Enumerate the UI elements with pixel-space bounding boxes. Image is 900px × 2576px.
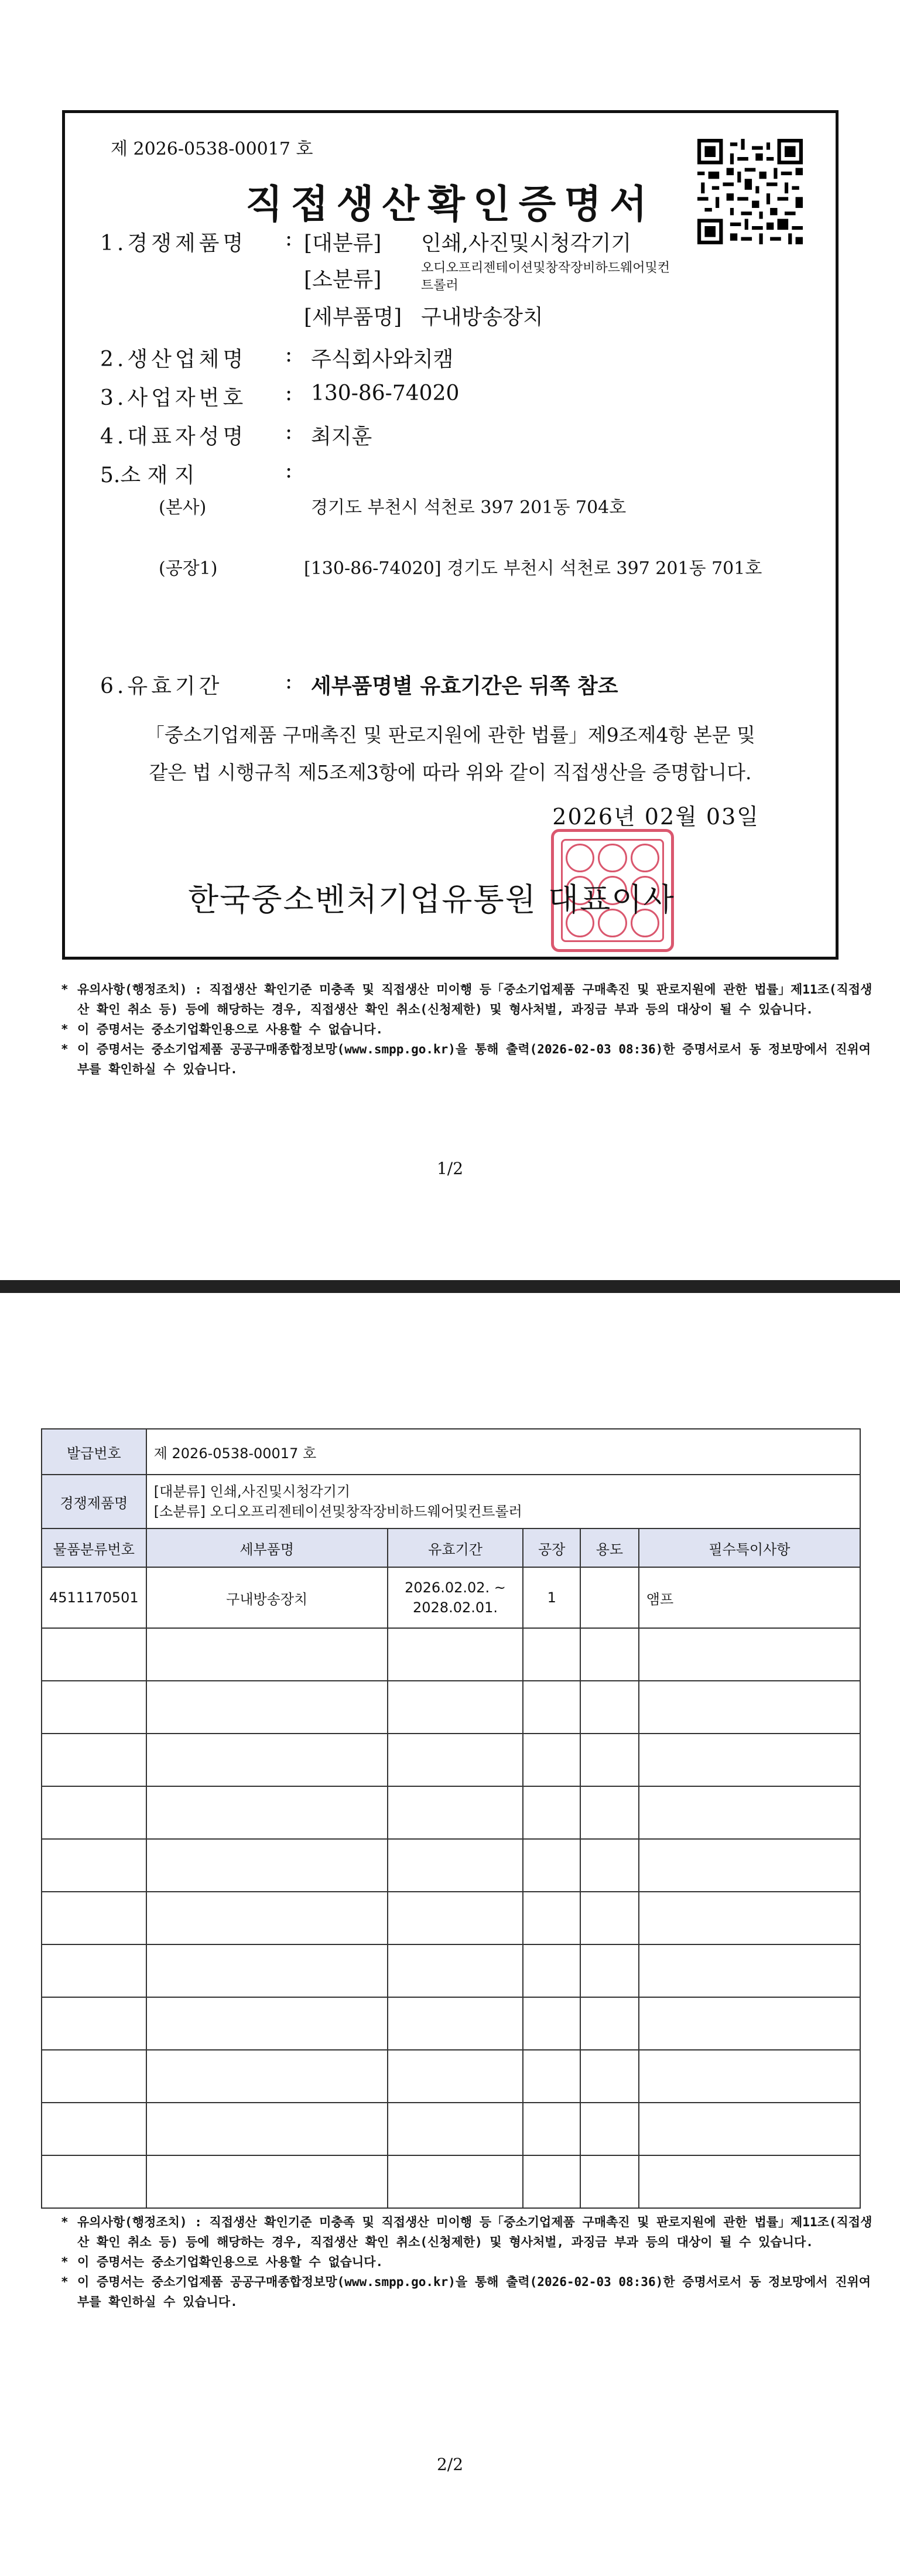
note-item: * 이 증명서는 중소기업확인용으로 사용할 수 없습니다. bbox=[61, 1019, 875, 1039]
certificate-frame bbox=[62, 110, 839, 960]
period-end: 2028.02.01. bbox=[412, 1599, 498, 1616]
header-cell: 세부품명 bbox=[146, 1528, 388, 1567]
page-number-1: 1/2 bbox=[436, 1159, 464, 1178]
table-row-empty bbox=[42, 1997, 860, 2050]
table-row bbox=[42, 1567, 860, 1628]
colon: : bbox=[285, 670, 293, 694]
issue-no-label: 발급번호 bbox=[42, 1429, 146, 1475]
product-major: [대분류] 인쇄,사진및시청각기기 bbox=[153, 1483, 351, 1500]
cell-name: 구내방송장치 bbox=[146, 1567, 388, 1628]
notes-page-2 bbox=[61, 2212, 875, 2312]
cell-note: 앰프 bbox=[639, 1567, 860, 1628]
note-item: * 유의사항(행정조치) : 직접생산 확인기준 미충족 및 직접생산 미이행 등「중소기업제품 구매촉진 및 판로지원에 관한 법률」제11조(직접생산 확인 취소 등) 등에 해당하는 경우, 직접생산 확인 취소(신청제한) 및 형사처벌, 과징금 부과 등의 대상이 될 수 있습니다. bbox=[61, 980, 875, 1019]
colon: : bbox=[285, 227, 293, 251]
qr-code-icon bbox=[697, 139, 803, 244]
page-divider bbox=[0, 1280, 900, 1293]
category-minor-tag: [소분류] bbox=[304, 268, 382, 292]
company-value: 주식회사와치캠 bbox=[311, 347, 454, 371]
certificate-title: 직접생산확인증명서 bbox=[245, 181, 655, 227]
category-major-value: 인쇄,사진및시청각기기 bbox=[421, 231, 632, 255]
product-minor: [소분류] 오디오프리젠테이션및창작장비하드웨어및컨트롤러 bbox=[153, 1503, 522, 1520]
company-label: 2.생산업체명 bbox=[100, 347, 247, 371]
bizno-value: 130-86-74020 bbox=[311, 381, 460, 405]
table-row-empty bbox=[42, 1734, 860, 1786]
product-name-label: 경쟁제품명 bbox=[42, 1475, 146, 1528]
validity-label: 6.유효기간 bbox=[100, 674, 223, 698]
table-row-empty bbox=[42, 2103, 860, 2155]
cell-factory: 1 bbox=[523, 1567, 580, 1628]
colon: : bbox=[285, 343, 293, 367]
cell-usage bbox=[580, 1567, 639, 1628]
certificate-number: 제 2026-0538-00017 호 bbox=[111, 139, 313, 159]
bizno-label: 3.사업자번호 bbox=[100, 386, 247, 410]
note-item: * 이 증명서는 중소기업확인용으로 사용할 수 없습니다. bbox=[61, 2252, 875, 2272]
product-name-cell bbox=[146, 1475, 860, 1528]
factory-address: [130-86-74020] 경기도 부천시 석천로 397 201동 701호 bbox=[304, 558, 762, 579]
detail-table bbox=[41, 1428, 861, 2209]
notes-page-1 bbox=[61, 980, 875, 1079]
issuer-name: 한국중소벤처기업유통원 대표이사 bbox=[188, 881, 675, 918]
validity-value: 세부품명별 유효기간은 뒤쪽 참조 bbox=[311, 674, 618, 698]
table-row-empty bbox=[42, 2155, 860, 2208]
table-row-empty bbox=[42, 1786, 860, 1839]
issue-no-value: 제 2026-0538-00017 호 bbox=[146, 1429, 860, 1475]
hq-address: 경기도 부천시 석천로 397 201동 704호 bbox=[311, 497, 627, 518]
detail-tag: [세부품명] bbox=[304, 305, 402, 329]
note-item: * 이 증명서는 중소기업제품 공공구매종합정보망(www.smpp.go.kr)을 통해 출력(2026-02-03 08:36)한 증명서로서 동 정보망에서 진위여부를 확인하실 수 있습니다. bbox=[61, 2272, 875, 2312]
table-row-empty bbox=[42, 1628, 860, 1681]
header-cell: 유효기간 bbox=[388, 1528, 523, 1567]
table-header-row bbox=[42, 1528, 860, 1567]
hq-label: (본사) bbox=[159, 497, 207, 518]
period-start: 2026.02.02. ~ bbox=[405, 1579, 506, 1596]
product-label: 1.경쟁제품명 bbox=[100, 231, 247, 255]
address-label: 5.소 재 지 bbox=[100, 463, 195, 487]
table-row-empty bbox=[42, 1892, 860, 1944]
cell-period bbox=[388, 1567, 523, 1628]
table-row-empty bbox=[42, 1944, 860, 1997]
note-item: * 이 증명서는 중소기업제품 공공구매종합정보망(www.smpp.go.kr)을 통해 출력(2026-02-03 08:36)한 증명서로서 동 정보망에서 진위여부를 확인하실 수 있습니다. bbox=[61, 1039, 875, 1079]
table-row-empty bbox=[42, 1681, 860, 1734]
header-cell: 필수특이사항 bbox=[639, 1528, 860, 1567]
header-cell: 물품분류번호 bbox=[42, 1528, 146, 1567]
table-row-empty bbox=[42, 2050, 860, 2103]
table-row-empty bbox=[42, 1839, 860, 1892]
body-line-2: 같은 법 시행규칙 제5조제3항에 따라 위와 같이 직접생산을 증명합니다. bbox=[149, 761, 752, 784]
detail-value: 구내방송장치 bbox=[421, 305, 543, 329]
ceo-value: 최지훈 bbox=[311, 425, 372, 449]
cell-code: 4511170501 bbox=[42, 1567, 146, 1628]
ceo-label: 4.대표자성명 bbox=[100, 425, 247, 449]
factory-label: (공장1) bbox=[159, 558, 218, 579]
colon: : bbox=[285, 381, 293, 405]
header-cell: 공장 bbox=[523, 1528, 580, 1567]
colon: : bbox=[285, 420, 293, 444]
issue-date: 2026년 02월 03일 bbox=[552, 804, 759, 830]
note-item: * 유의사항(행정조치) : 직접생산 확인기준 미충족 및 직접생산 미이행 등「중소기업제품 구매촉진 및 판로지원에 관한 법률」제11조(직접생산 확인 취소 등) 등에 해당하는 경우, 직접생산 확인 취소(신청제한) 및 형사처벌, 과징금 부과 등의 대상이 될 수 있습니다. bbox=[61, 2212, 875, 2252]
colon: : bbox=[285, 459, 293, 483]
body-line-1: 「중소기업제품 구매촉진 및 판로지원에 관한 법률」제9조제4항 본문 및 bbox=[145, 724, 756, 746]
page-number-2: 2/2 bbox=[436, 2455, 464, 2474]
category-minor-value: 오디오프리젠테이션및창작장비하드웨어및컨트롤러 bbox=[421, 261, 670, 293]
header-cell: 용도 bbox=[580, 1528, 639, 1567]
category-major-tag: [대분류] bbox=[304, 231, 382, 255]
